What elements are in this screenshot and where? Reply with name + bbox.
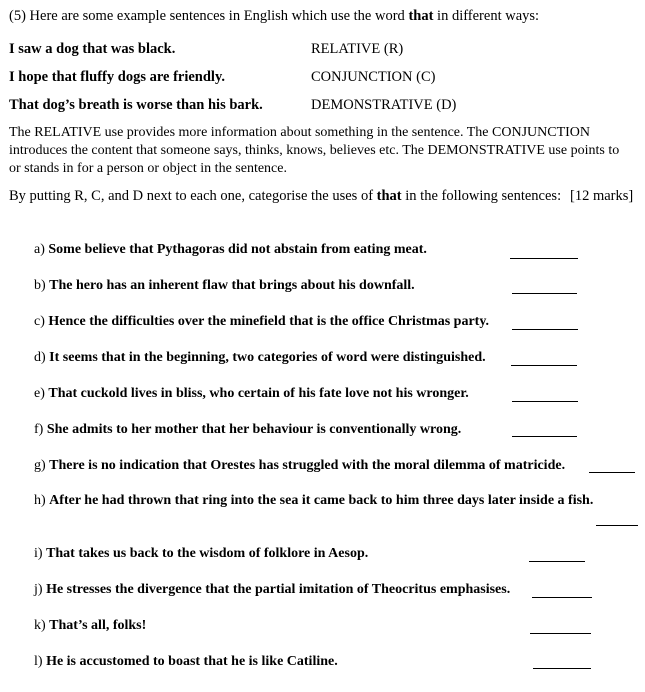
question-label: f) [34, 422, 44, 437]
question-e [34, 386, 469, 402]
question-label: k) [34, 618, 46, 633]
answer-blank-h[interactable] [596, 525, 638, 526]
question-j [34, 582, 510, 598]
example-sentence-3: That dog’s breath is worse than his bark. [9, 97, 263, 113]
question-g [34, 458, 565, 474]
question-label: h) [34, 493, 46, 508]
marks-label: [12 marks] [570, 188, 634, 204]
intro-line [9, 8, 539, 25]
question-text: It seems that in the beginning, two categories of word were distinguished. [49, 350, 486, 365]
answer-blank-d[interactable] [511, 365, 577, 366]
question-text: After he had thrown that ring into the sea it came back to him three days later inside a fish. [49, 493, 594, 508]
question-text: She admits to her mother that her behaviour is conventionally wrong. [46, 422, 462, 437]
question-label: c) [34, 314, 45, 329]
example-sentence-2: I hope that fluffy dogs are friendly. [9, 69, 226, 85]
instruction-line [9, 188, 561, 205]
question-text: There is no indication that Orestes has struggled with the moral dilemma of matricide. [49, 458, 566, 473]
intro-suffix: in different ways: [433, 8, 540, 24]
question-text: That’s all, folks! [49, 618, 147, 633]
answer-blank-f[interactable] [512, 436, 577, 437]
question-d [34, 350, 486, 366]
question-text: Some believe that Pythagoras did not abstain from eating meat. [48, 242, 427, 257]
instruction-prefix: By putting R, C, and D next to each one, categorise the uses of [9, 188, 377, 204]
example-category-2: CONJUNCTION (C) [311, 69, 436, 85]
answer-blank-k[interactable] [530, 633, 591, 634]
example-category-3: DEMONSTRATIVE (D) [311, 97, 457, 113]
question-text: Hence the difficulties over the minefield that is the office Christmas party. [48, 314, 490, 329]
instruction-middle: in the following sentences: [401, 188, 562, 204]
question-label: a) [34, 242, 45, 257]
intro-prefix: (5) Here are some example sentences in English which use the word [9, 8, 409, 24]
question-l [34, 654, 338, 670]
intro-bold-word: that [408, 8, 434, 24]
question-h [34, 493, 593, 509]
question-a [34, 242, 427, 258]
question-label: e) [34, 386, 45, 401]
answer-blank-g[interactable] [589, 472, 635, 473]
answer-blank-j[interactable] [532, 597, 592, 598]
instruction-bold-word: that [376, 188, 402, 204]
question-label: g) [34, 458, 46, 473]
answer-blank-b[interactable] [512, 293, 577, 294]
answer-blank-a[interactable] [510, 258, 578, 259]
answer-blank-l[interactable] [533, 668, 591, 669]
answer-blank-e[interactable] [512, 401, 578, 402]
question-c [34, 314, 489, 330]
question-text: That takes us back to the wisdom of folklore in Aesop. [46, 546, 369, 561]
question-text: He is accustomed to boast that he is like Catiline. [46, 654, 338, 669]
question-text: That cuckold lives in bliss, who certain of his fate love not his wronger. [48, 386, 469, 401]
question-b [34, 278, 415, 294]
example-sentence-1: I saw a dog that was black. [9, 41, 176, 57]
answer-blank-c[interactable] [512, 329, 578, 330]
question-label: d) [34, 350, 46, 365]
question-label: i) [34, 546, 43, 561]
question-label: l) [34, 654, 43, 669]
question-label: j) [34, 582, 43, 597]
question-label: b) [34, 278, 46, 293]
question-text: The hero has an inherent flaw that brings about his downfall. [49, 278, 415, 293]
answer-blank-i[interactable] [529, 561, 585, 562]
question-text: He stresses the divergence that the partial imitation of Theocritus emphasises. [46, 582, 511, 597]
question-i [34, 546, 368, 562]
example-category-1: RELATIVE (R) [311, 41, 404, 57]
explanation-paragraph: The RELATIVE use provides more information about something in the sentence. The CONJUNCTION introduces the content that someone says, thinks, knows, believes etc. The DEMONSTRATIVE use points to or stands in for a person or object in the sentence. [9, 125, 620, 176]
question-k [34, 618, 146, 634]
question-f [34, 422, 461, 438]
